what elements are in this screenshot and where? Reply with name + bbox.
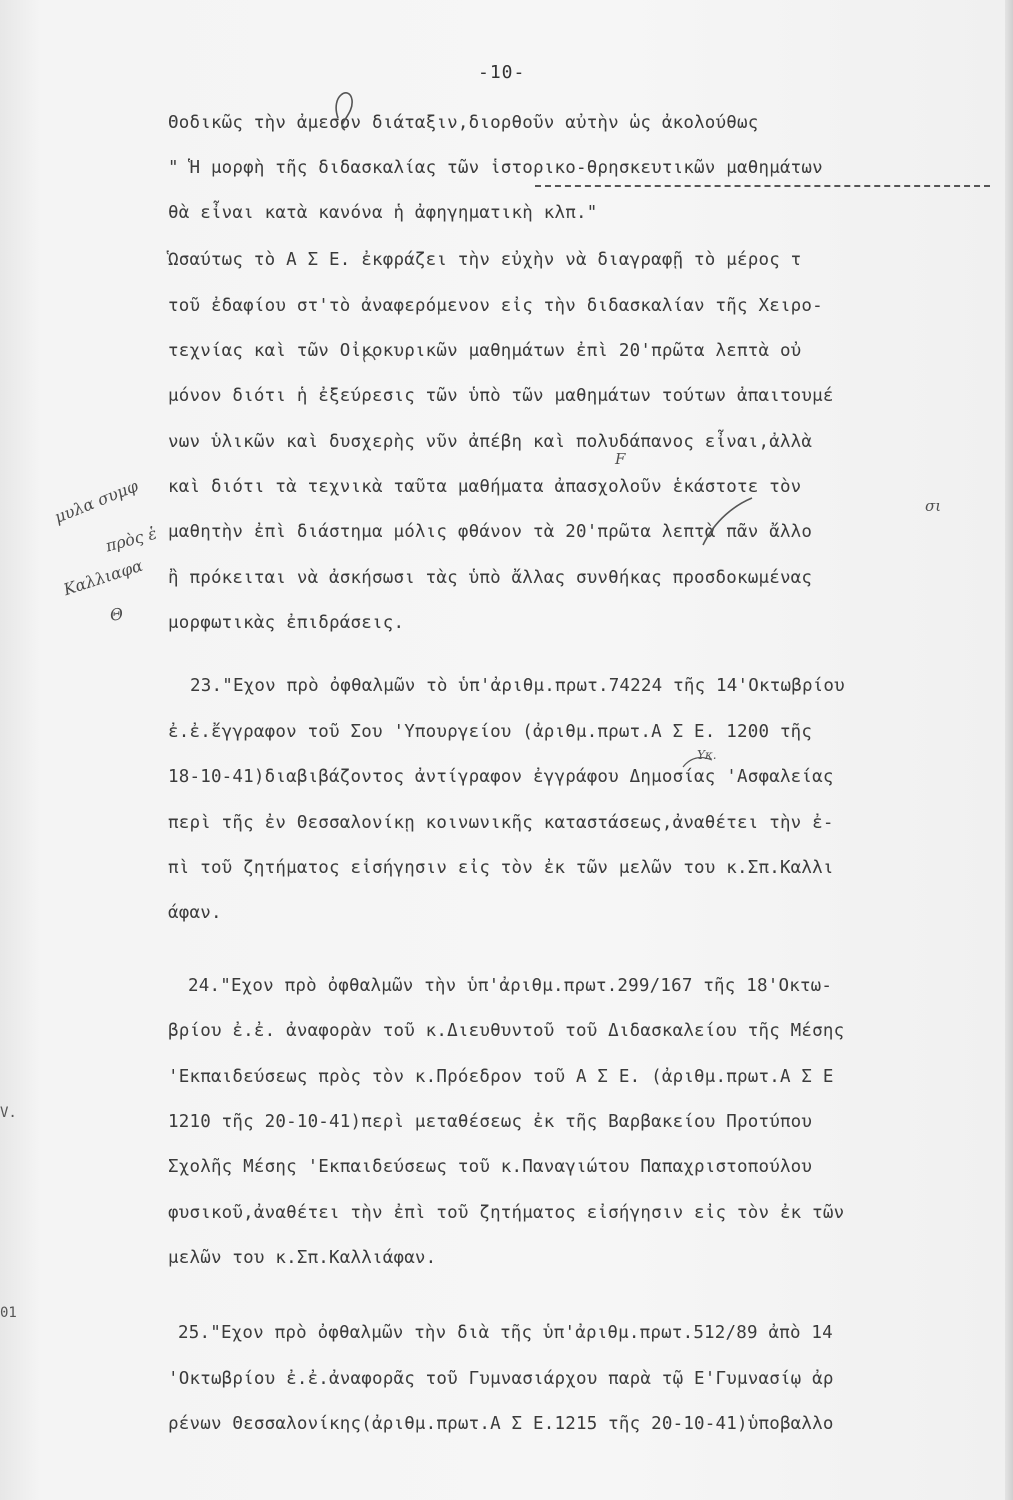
text-line: μαθητὴν ἐπὶ διάστημα μόλις φθάνον τὰ 20'πρῶτα λεπτὰ πᾶν ἄλλο <box>168 522 813 542</box>
text-line: 'Εκπαιδεύσεως πρὸς τὸν κ.Πρόεδρον τοῦ Α Σ Ε. (ἀριθμ.πρωτ.Α Σ Ε <box>168 1067 834 1087</box>
text-line: θὰ εἶναι κατὰ κανόνα ἡ ἀφηγηματικὴ κλπ." <box>168 203 598 223</box>
text-line: μελῶν του κ.Σπ.Καλλιάφαν. <box>168 1248 437 1268</box>
margin-note-line-3: Καλλιαφα <box>61 555 146 600</box>
text-line: " Ἡ μορφὴ τῆς διδασκαλίας τῶν ἱστορικο-θρησκευτικῶν μαθημάτων <box>168 158 823 178</box>
text-line: βρίου ἐ.ἐ. ἀναφορὰν τοῦ κ.Διευθυντοῦ τοῦ Διδασκαλείου τῆς Μέσης <box>168 1021 845 1041</box>
text-line: καὶ διότι τὰ τεχνικὰ ταῦτα μαθήματα ἀπασχολοῦν ἑκάστοτε τὸν <box>168 477 802 497</box>
text-line: Θοδικῶς τὴν ἀμεσον διάταξιν,διορθοῦν αὐτὴν ὡς ἀκολούθως <box>168 113 759 133</box>
pencil-annotation-vk: Υκ. <box>697 748 717 762</box>
text-line: μόνον διότι ἡ ἐξεύρεσις τῶν ὑπὸ τῶν μαθημάτων τούτων ἀπαιτουμέ <box>168 386 834 406</box>
text-line: ἐ.ἐ.ἔγγραφον τοῦ Σου 'Υπουργείου (ἀριθμ.πρωτ.Α Σ Ε. 1200 τῆς <box>168 722 813 742</box>
margin-initials: Θ <box>108 604 125 625</box>
text-line: 23."Εχον πρὸ ὀφθαλμῶν τὸ ὑπ'ἀριθμ.πρωτ.74224 τῆς 14'Οκτωβρίου <box>190 676 845 696</box>
pencil-annotation-sigma: σι <box>925 497 942 515</box>
text-line: 25."Εχον πρὸ ὀφθαλμῶν τὴν διὰ τῆς ὑπ'ἀριθμ.πρωτ.512/89 ἀπὸ 14 <box>178 1323 833 1343</box>
text-line: νων ὑλικῶν καὶ δυσχερὴς νῦν ἀπέβη καὶ πολυδάπανος εἶναι,ἀλλὰ <box>168 432 813 452</box>
margin-mark-v: V. <box>0 1105 17 1121</box>
text-line: Σχολῆς Μέσης 'Εκπαιδεύσεως τοῦ κ.Παναγιώτου Παπαχριστοπούλου <box>168 1157 813 1177</box>
pencil-annotation-f: F <box>615 450 626 468</box>
text-line: ρένων Θεσσαλονίκης(ἀριθμ.πρωτ.Α Σ Ε.1215 τῆς 20-10-41)ὑποβαλλο <box>168 1414 834 1434</box>
text-line: άφαν. <box>168 903 222 923</box>
text-line: 24."Εχον πρὸ ὀφθαλμῶν τὴν ὑπ'ἀριθμ.πρωτ.299/167 τῆς 18'Οκτω- <box>188 976 833 996</box>
text-line: πὶ τοῦ ζητήματος εἰσήγησιν εἰς τὸν ἐκ τῶν μελῶν του κ.Σπ.Καλλι <box>168 858 834 878</box>
text-line: φυσικοῦ,ἀναθέτει τὴν ἐπὶ τοῦ ζητήματος εἰσήγησιν εἰς τὸν ἐκ τῶν <box>168 1203 845 1223</box>
page-number: -10- <box>478 62 526 83</box>
margin-note-line-2: πρὸς ἑ <box>103 523 159 556</box>
margin-mark-01: 01 <box>0 1305 17 1321</box>
margin-note-line-1: μυλα συμφ <box>51 476 141 527</box>
text-line: Ὡσαύτως τὸ Α Σ Ε. ἐκφράζει τὴν εὐχὴν νὰ διαγραφῇ τὸ μέρος τ <box>168 250 802 270</box>
text-line: περὶ τῆς ἐν Θεσσαλονίκῃ κοινωνικῆς καταστάσεως,ἀναθέτει τὴν ἐ- <box>168 813 834 833</box>
text-line: ἢ πρόκειται νὰ ἀσκήσωσι τὰς ὑπὸ ἄλλας συνθήκας προσδοκωμένας <box>168 568 813 588</box>
text-line: τοῦ ἐδαφίου στ'τὸ ἀναφερόμενον εἰς τὴν διδασκαλίαν τῆς Χειρο- <box>168 296 823 316</box>
text-line: τεχνίας καὶ τῶν Οἰκοκυρικῶν μαθημάτων ἐπὶ 20'πρῶτα λεπτὰ οὐ <box>168 341 802 361</box>
text-line: μορφωτικὰς ἐπιδράσεις. <box>168 613 405 633</box>
text-line: 1210 τῆς 20-10-41)περὶ μεταθέσεως ἐκ τῆς Βαρβακείου Προτύπου <box>168 1112 813 1132</box>
text-line: 18-10-41)διαβιβάζοντος ἀντίγραφον ἐγγράφου Δημοσίας 'Ασφαλείας <box>168 767 834 787</box>
text-line: 'Οκτωβρίου ἐ.ἐ.ἀναφορᾶς τοῦ Γυμνασιάρχου παρὰ τῷ Ε'Γυμνασίῳ ἀρ <box>168 1369 834 1389</box>
